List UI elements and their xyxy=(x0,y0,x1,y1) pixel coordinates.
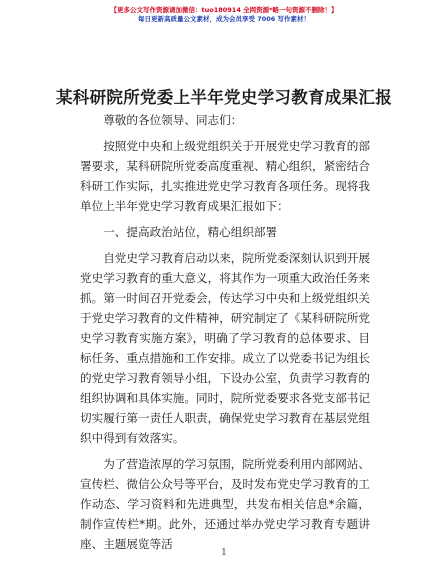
promo-banner-line2: 每日更新高质量公文素材，成为会员享受 7006 写作素材！ xyxy=(137,15,311,23)
document-title: 某科研院所党委上半年党史学习教育成果汇报 xyxy=(56,88,392,107)
body-paragraph-2: 为了营造浓厚的学习氛围，院所党委利用内部网站、宣传栏、微信公众号等平台，及时发布党史学习教育的工作动态、学习资料和先进典型，共发布相关信息*余篇，制作宣传栏*期。此外，还通过举办党史学习教育专题讲座、主题展览等活 xyxy=(80,457,370,551)
body-paragraph-1: 自党史学习教育启动以来，院所党委深刻认识到开展党史学习教育的重大意义，将其作为一项重大政治任务来抓。第一时间召开党委会，传达学习中央和上级党组织关于党史学习教育的文件精神，研究制定了《某科研院所党史学习教育实施方案》，明确了学习教育的总体要求、目标任务、重点措施和工作安排。成立了以党委书记为组长的党史学习教育领导小组，下设办公室，负责学习教育的组织协调和具体实施。同时，院所党委要求各党支部书记切实履行第一责任人职责，确保党史学习教育在基层党组织中得到有效落实。 xyxy=(80,251,370,445)
page-number: 1 xyxy=(221,548,227,558)
section-heading: 一、提高政治站位，精心组织部署 xyxy=(103,225,278,239)
intro-paragraph: 按照党中央和上级党组织关于开展党史学习教育的部署要求，某科研院所党委高度重视、精心组织，紧密结合科研工作实际，扎实推进党史学习教育各项任务。现将我单位上半年党史学习教育成果汇报如下： xyxy=(80,139,370,213)
greeting: 尊敬的各位领导、同志们： xyxy=(103,113,243,127)
promo-banner-line1: 【更多公文写作资源请加微信：tuo180914 全网资源*略一句资源不删除！】 xyxy=(110,6,338,14)
promo-banner xyxy=(0,6,448,24)
document-body xyxy=(80,110,370,554)
